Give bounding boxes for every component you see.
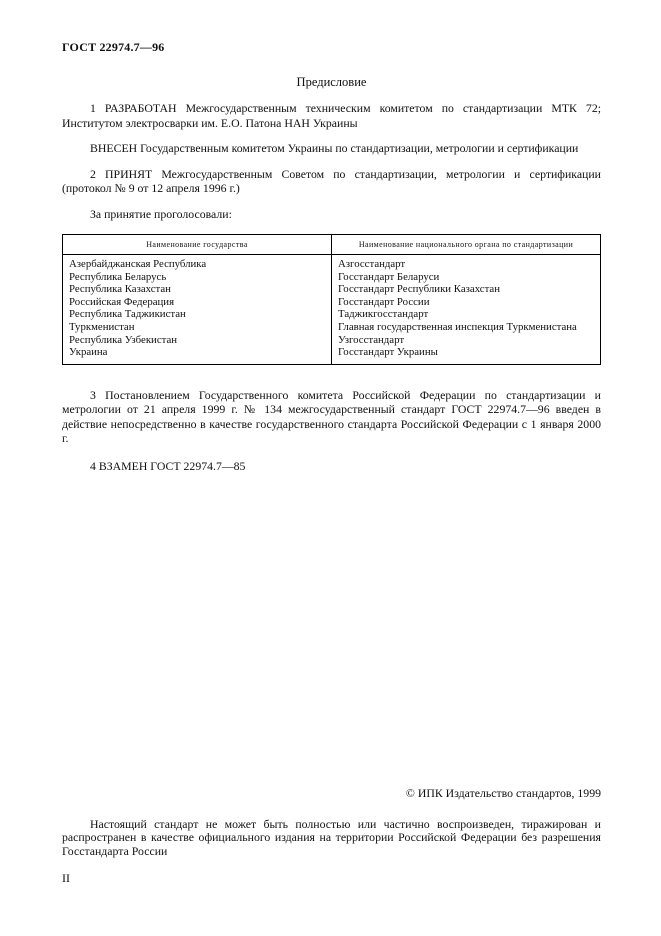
paragraph-accepted: 2 ПРИНЯТ Межгосударственным Советом по стандартизации, метрологии и сертификации (протокол № 9 от 12 апреля 1996 г.) <box>62 166 601 195</box>
voting-table-header <box>63 235 601 255</box>
state-cell: Российская Федерация <box>63 296 332 309</box>
table-header-body: Наименование национального органа по стандартизации <box>332 235 601 255</box>
body-cell: Госстандарт Республики Казахстан <box>338 283 500 296</box>
body-cell: Госстандарт России <box>338 295 430 308</box>
body-cell: Азгосстандарт <box>338 258 406 270</box>
state-cell: Украина <box>63 346 332 364</box>
body-cell: Узгосстандарт <box>338 333 405 346</box>
body-cell: Госстандарт Украины <box>338 346 438 359</box>
body-cell: Госстандарт Беларуси <box>338 270 440 283</box>
page-title: Предисловие <box>296 75 367 89</box>
paragraph-voting-intro: За принятие проголосовали: <box>90 206 232 221</box>
table-row <box>63 308 601 321</box>
table-row <box>63 283 601 296</box>
copyright-notice: © ИПК Издательство стандартов, 1999 <box>405 785 601 800</box>
table-row <box>63 334 601 347</box>
table-header-row <box>63 235 601 255</box>
table-header-state: Наименование государства <box>63 235 332 255</box>
state-cell: Республика Казахстан <box>63 283 332 296</box>
body-cell: Таджикгосстандарт <box>338 308 429 321</box>
table-row <box>63 321 601 334</box>
state-cell: Туркменистан <box>63 321 332 334</box>
paragraph-developed: 1 РАЗРАБОТАН Межгосударственным техническим комитетом по стандартизации МТК 72; Институтом электросварки им. Е.О. Патона НАН Украины <box>62 101 601 130</box>
body-cell: Главная государственная инспекция Туркменистана <box>338 320 577 333</box>
voting-table-body <box>63 255 601 365</box>
state-cell: Республика Узбекистан <box>63 334 332 347</box>
footer-block <box>62 786 601 886</box>
state-cell: Республика Таджикистан <box>63 308 332 321</box>
table-row <box>63 271 601 284</box>
table-row <box>63 346 601 364</box>
voting-table <box>62 234 601 365</box>
paragraph-submitted: ВНЕСЕН Государственным комитетом Украины по стандартизации, метрологии и сертификации <box>90 141 579 155</box>
table-row <box>63 255 601 271</box>
state-cell: Азербайджанская Республика <box>63 255 332 271</box>
distribution-note: Настоящий стандарт не может быть полностью или частично воспроизведен, тиражирован и распространен в качестве официального издания на территории Российской Федерации без разрешения Госстандарта России <box>62 816 601 859</box>
state-cell: Республика Беларусь <box>63 271 332 284</box>
table-row <box>63 296 601 309</box>
page-number: II <box>62 871 70 885</box>
doc-number: ГОСТ 22974.7—96 <box>62 40 165 54</box>
paragraph-enactment: 3 Постановлением Государственного комитета Российской Федерации по стандартизации и метрологии от 21 апреля 1999 г. № 134 межгосударственный стандарт ГОСТ 22974.7—96 введен в действие непосредственно в качестве государственного стандарта Российской Федерации с 1 января 2000 г. <box>62 387 601 446</box>
paragraph-replaces: 4 ВЗАМЕН ГОСТ 22974.7—85 <box>90 458 246 473</box>
